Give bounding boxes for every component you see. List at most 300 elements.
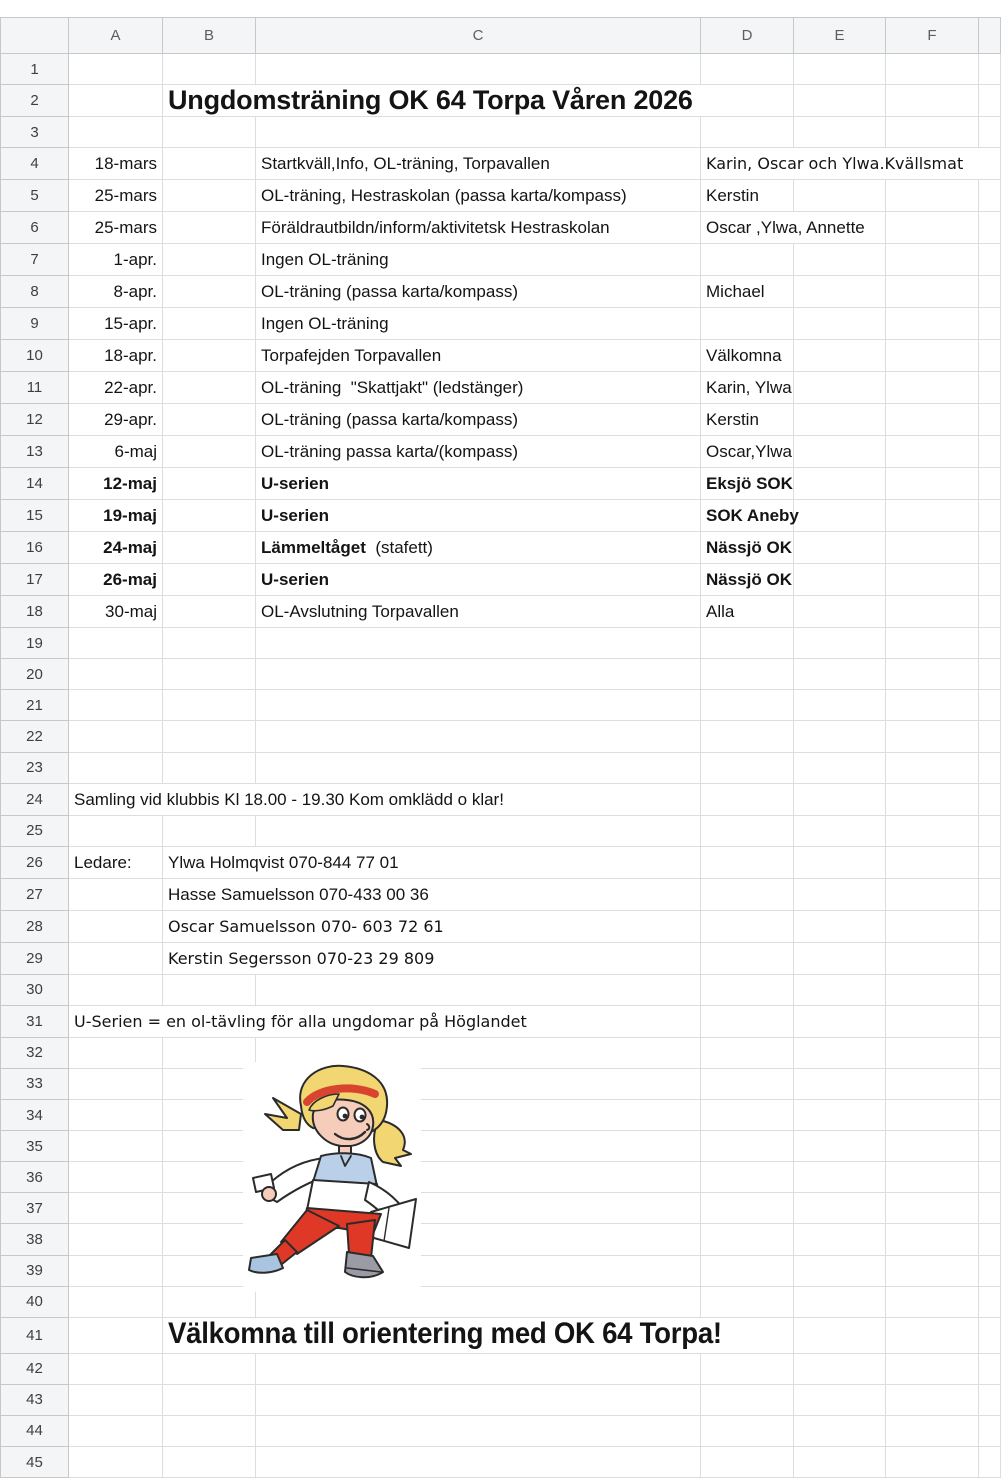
row-header-35[interactable]: 35 <box>1 1131 69 1162</box>
cell-F1[interactable] <box>886 54 979 85</box>
row-header-42[interactable]: 42 <box>1 1353 69 1384</box>
cell-D6[interactable]: Oscar ,Ylwa, Annette <box>701 212 886 244</box>
cell-D43[interactable] <box>701 1384 794 1415</box>
cell-G8[interactable] <box>979 276 1001 308</box>
cell-F31[interactable] <box>886 1005 979 1037</box>
cell-G3[interactable] <box>979 117 1001 148</box>
cell-A31[interactable]: U-Serien = en ol-tävling för alla ungdomar på Höglandet <box>69 1005 701 1037</box>
row-header-44[interactable]: 44 <box>1 1415 69 1446</box>
row-header-9[interactable]: 9 <box>1 308 69 340</box>
column-header-A[interactable]: A <box>69 18 163 54</box>
cell-F12[interactable] <box>886 404 979 436</box>
cell-C23[interactable] <box>256 752 701 783</box>
cell-E35[interactable] <box>794 1131 886 1162</box>
cell-G7[interactable] <box>979 244 1001 276</box>
row-header-8[interactable]: 8 <box>1 276 69 308</box>
cell-F20[interactable] <box>886 659 979 690</box>
cell-F24[interactable] <box>886 783 979 815</box>
cell-F7[interactable] <box>886 244 979 276</box>
row-header-19[interactable]: 19 <box>1 628 69 659</box>
cell-G36[interactable] <box>979 1162 1001 1193</box>
cell-E19[interactable] <box>794 628 886 659</box>
cell-D40[interactable] <box>701 1286 794 1317</box>
cell-A45[interactable] <box>69 1446 163 1477</box>
cell-D10[interactable]: Välkomna <box>701 340 794 372</box>
cell-F44[interactable] <box>886 1415 979 1446</box>
cell-G30[interactable] <box>979 974 1001 1005</box>
row-header-1[interactable]: 1 <box>1 54 69 85</box>
cell-B20[interactable] <box>163 659 256 690</box>
cell-G37[interactable] <box>979 1193 1001 1224</box>
row-header-26[interactable]: 26 <box>1 846 69 878</box>
cell-G32[interactable] <box>979 1037 1001 1068</box>
cell-F43[interactable] <box>886 1384 979 1415</box>
cell-D38[interactable] <box>701 1224 794 1255</box>
cell-B37[interactable] <box>163 1193 256 1224</box>
row-header-41[interactable]: 41 <box>1 1317 69 1353</box>
cell-B10[interactable] <box>163 340 256 372</box>
cell-F32[interactable] <box>886 1037 979 1068</box>
cell-C18[interactable]: OL-Avslutning Torpavallen <box>256 596 701 628</box>
cell-A35[interactable] <box>69 1131 163 1162</box>
cell-B2[interactable]: Ungdomsträning OK 64 Torpa Våren 2026 <box>163 85 794 117</box>
cell-C15[interactable]: U-serien <box>256 500 701 532</box>
cell-D1[interactable] <box>701 54 794 85</box>
cell-A13[interactable]: 6-maj <box>69 436 163 468</box>
cell-C13[interactable]: OL-träning passa karta/(kompass) <box>256 436 701 468</box>
cell-B9[interactable] <box>163 308 256 340</box>
cell-B14[interactable] <box>163 468 256 500</box>
cell-G20[interactable] <box>979 659 1001 690</box>
column-header-C[interactable]: C <box>256 18 701 54</box>
cell-A19[interactable] <box>69 628 163 659</box>
row-header-40[interactable]: 40 <box>1 1286 69 1317</box>
cell-A39[interactable] <box>69 1255 163 1286</box>
cell-D31[interactable] <box>701 1005 794 1037</box>
cell-E25[interactable] <box>794 815 886 846</box>
cell-G1[interactable] <box>979 54 1001 85</box>
cell-D18[interactable]: Alla <box>701 596 794 628</box>
cell-G35[interactable] <box>979 1131 1001 1162</box>
cell-D7[interactable] <box>701 244 794 276</box>
cell-F18[interactable] <box>886 596 979 628</box>
cell-E15[interactable] <box>794 500 886 532</box>
select-all-corner[interactable] <box>1 18 69 54</box>
cell-C10[interactable]: Torpafejden Torpavallen <box>256 340 701 372</box>
row-header-34[interactable]: 34 <box>1 1100 69 1131</box>
cell-A44[interactable] <box>69 1415 163 1446</box>
row-header-12[interactable]: 12 <box>1 404 69 436</box>
cell-F42[interactable] <box>886 1353 979 1384</box>
cell-F38[interactable] <box>886 1224 979 1255</box>
row-header-22[interactable]: 22 <box>1 721 69 752</box>
cell-G26[interactable] <box>979 846 1001 878</box>
cell-G10[interactable] <box>979 340 1001 372</box>
cell-G40[interactable] <box>979 1286 1001 1317</box>
cell-D8[interactable]: Michael <box>701 276 794 308</box>
cell-A41[interactable] <box>69 1317 163 1353</box>
cell-B12[interactable] <box>163 404 256 436</box>
cell-G23[interactable] <box>979 752 1001 783</box>
cell-D19[interactable] <box>701 628 794 659</box>
row-header-18[interactable]: 18 <box>1 596 69 628</box>
cell-E29[interactable] <box>794 942 886 974</box>
cell-B6[interactable] <box>163 212 256 244</box>
cell-D29[interactable] <box>701 942 794 974</box>
cell-G22[interactable] <box>979 721 1001 752</box>
cell-F21[interactable] <box>886 690 979 721</box>
cell-A6[interactable]: 25-mars <box>69 212 163 244</box>
cell-B33[interactable] <box>163 1068 256 1099</box>
cell-C1[interactable] <box>256 54 701 85</box>
row-header-30[interactable]: 30 <box>1 974 69 1005</box>
cell-D20[interactable] <box>701 659 794 690</box>
cell-D45[interactable] <box>701 1446 794 1477</box>
cell-C12[interactable]: OL-träning (passa karta/kompass) <box>256 404 701 436</box>
cell-B18[interactable] <box>163 596 256 628</box>
cell-G17[interactable] <box>979 564 1001 596</box>
cell-C21[interactable] <box>256 690 701 721</box>
cell-A30[interactable] <box>69 974 163 1005</box>
cell-A34[interactable] <box>69 1100 163 1131</box>
cell-E22[interactable] <box>794 721 886 752</box>
cell-C8[interactable]: OL-träning (passa karta/kompass) <box>256 276 701 308</box>
cell-B38[interactable] <box>163 1224 256 1255</box>
cell-D16[interactable]: Nässjö OK <box>701 532 794 564</box>
cell-A14[interactable]: 12-maj <box>69 468 163 500</box>
cell-A23[interactable] <box>69 752 163 783</box>
cell-E7[interactable] <box>794 244 886 276</box>
cell-A28[interactable] <box>69 910 163 942</box>
cell-E18[interactable] <box>794 596 886 628</box>
cell-D14[interactable]: Eksjö SOK <box>701 468 794 500</box>
row-header-4[interactable]: 4 <box>1 148 69 180</box>
cell-D37[interactable] <box>701 1193 794 1224</box>
cell-E10[interactable] <box>794 340 886 372</box>
column-header-B[interactable]: B <box>163 18 256 54</box>
cell-G11[interactable] <box>979 372 1001 404</box>
cell-A3[interactable] <box>69 117 163 148</box>
cell-F14[interactable] <box>886 468 979 500</box>
cell-E32[interactable] <box>794 1037 886 1068</box>
cell-D12[interactable]: Kerstin <box>701 404 794 436</box>
row-header-38[interactable]: 38 <box>1 1224 69 1255</box>
cell-C43[interactable] <box>256 1384 701 1415</box>
cell-F16[interactable] <box>886 532 979 564</box>
cell-D23[interactable] <box>701 752 794 783</box>
cell-A27[interactable] <box>69 878 163 910</box>
cell-F15[interactable] <box>886 500 979 532</box>
row-header-37[interactable]: 37 <box>1 1193 69 1224</box>
cell-D4[interactable]: Karin, Oscar och Ylwa.Kvällsmat <box>701 148 1001 180</box>
cell-F19[interactable] <box>886 628 979 659</box>
cell-G45[interactable] <box>979 1446 1001 1477</box>
cell-G21[interactable] <box>979 690 1001 721</box>
cell-A4[interactable]: 18-mars <box>69 148 163 180</box>
cell-E39[interactable] <box>794 1255 886 1286</box>
cell-D24[interactable] <box>701 783 794 815</box>
cell-E23[interactable] <box>794 752 886 783</box>
cell-A2[interactable] <box>69 85 163 117</box>
cell-F10[interactable] <box>886 340 979 372</box>
cell-E9[interactable] <box>794 308 886 340</box>
cell-F40[interactable] <box>886 1286 979 1317</box>
cell-E45[interactable] <box>794 1446 886 1477</box>
cell-F13[interactable] <box>886 436 979 468</box>
cell-A9[interactable]: 15-apr. <box>69 308 163 340</box>
cell-G15[interactable] <box>979 500 1001 532</box>
cell-E38[interactable] <box>794 1224 886 1255</box>
cell-C30[interactable] <box>256 974 701 1005</box>
row-header-7[interactable]: 7 <box>1 244 69 276</box>
cell-A8[interactable]: 8-apr. <box>69 276 163 308</box>
cell-B22[interactable] <box>163 721 256 752</box>
cell-G18[interactable] <box>979 596 1001 628</box>
cell-D13[interactable]: Oscar,Ylwa <box>701 436 794 468</box>
cell-E13[interactable] <box>794 436 886 468</box>
cell-D27[interactable] <box>701 878 794 910</box>
cell-A43[interactable] <box>69 1384 163 1415</box>
cell-A17[interactable]: 26-maj <box>69 564 163 596</box>
column-header-partial[interactable] <box>979 18 1001 54</box>
cell-E36[interactable] <box>794 1162 886 1193</box>
row-header-17[interactable]: 17 <box>1 564 69 596</box>
cell-C5[interactable]: OL-träning, Hestraskolan (passa karta/kompass) <box>256 180 701 212</box>
cell-B29[interactable]: Kerstin Segersson 070-23 29 809 <box>163 942 701 974</box>
row-header-16[interactable]: 16 <box>1 532 69 564</box>
cell-G44[interactable] <box>979 1415 1001 1446</box>
cell-F28[interactable] <box>886 910 979 942</box>
row-header-20[interactable]: 20 <box>1 659 69 690</box>
cell-A29[interactable] <box>69 942 163 974</box>
cell-G13[interactable] <box>979 436 1001 468</box>
cell-B32[interactable] <box>163 1037 256 1068</box>
row-header-43[interactable]: 43 <box>1 1384 69 1415</box>
cell-F23[interactable] <box>886 752 979 783</box>
cell-G14[interactable] <box>979 468 1001 500</box>
row-header-39[interactable]: 39 <box>1 1255 69 1286</box>
cell-G5[interactable] <box>979 180 1001 212</box>
cell-D5[interactable]: Kerstin <box>701 180 794 212</box>
cell-A37[interactable] <box>69 1193 163 1224</box>
cell-C45[interactable] <box>256 1446 701 1477</box>
cell-A11[interactable]: 22-apr. <box>69 372 163 404</box>
cell-G25[interactable] <box>979 815 1001 846</box>
cell-C7[interactable]: Ingen OL-träning <box>256 244 701 276</box>
row-header-29[interactable]: 29 <box>1 942 69 974</box>
cell-A22[interactable] <box>69 721 163 752</box>
cell-F9[interactable] <box>886 308 979 340</box>
cell-A5[interactable]: 25-mars <box>69 180 163 212</box>
cell-E33[interactable] <box>794 1068 886 1099</box>
cell-B30[interactable] <box>163 974 256 1005</box>
cell-A7[interactable]: 1-apr. <box>69 244 163 276</box>
cell-G6[interactable] <box>979 212 1001 244</box>
cell-B28[interactable]: Oscar Samuelsson 070- 603 72 61 <box>163 910 701 942</box>
cell-G38[interactable] <box>979 1224 1001 1255</box>
cell-B43[interactable] <box>163 1384 256 1415</box>
cell-G33[interactable] <box>979 1068 1001 1099</box>
cell-A12[interactable]: 29-apr. <box>69 404 163 436</box>
cell-E30[interactable] <box>794 974 886 1005</box>
cell-B4[interactable] <box>163 148 256 180</box>
row-header-21[interactable]: 21 <box>1 690 69 721</box>
cell-A16[interactable]: 24-maj <box>69 532 163 564</box>
cell-B8[interactable] <box>163 276 256 308</box>
cell-B27[interactable]: Hasse Samuelsson 070-433 00 36 <box>163 878 701 910</box>
cell-G2[interactable] <box>979 85 1001 117</box>
cell-E31[interactable] <box>794 1005 886 1037</box>
row-header-32[interactable]: 32 <box>1 1037 69 1068</box>
cell-E44[interactable] <box>794 1415 886 1446</box>
cell-G27[interactable] <box>979 878 1001 910</box>
cell-G24[interactable] <box>979 783 1001 815</box>
cell-F26[interactable] <box>886 846 979 878</box>
cell-E3[interactable] <box>794 117 886 148</box>
cell-B35[interactable] <box>163 1131 256 1162</box>
cell-C44[interactable] <box>256 1415 701 1446</box>
cell-G31[interactable] <box>979 1005 1001 1037</box>
cell-B7[interactable] <box>163 244 256 276</box>
cell-E2[interactable] <box>794 85 886 117</box>
cell-F17[interactable] <box>886 564 979 596</box>
cell-A40[interactable] <box>69 1286 163 1317</box>
cell-A24[interactable]: Samling vid klubbis Kl 18.00 - 19.30 Kom omklädd o klar! <box>69 783 701 815</box>
cell-F25[interactable] <box>886 815 979 846</box>
cell-D21[interactable] <box>701 690 794 721</box>
cell-D28[interactable] <box>701 910 794 942</box>
cell-F36[interactable] <box>886 1162 979 1193</box>
cell-E28[interactable] <box>794 910 886 942</box>
cell-D30[interactable] <box>701 974 794 1005</box>
cell-F6[interactable] <box>886 212 979 244</box>
cell-A18[interactable]: 30-maj <box>69 596 163 628</box>
cell-E5[interactable] <box>794 180 886 212</box>
row-header-10[interactable]: 10 <box>1 340 69 372</box>
cell-E12[interactable] <box>794 404 886 436</box>
cell-C22[interactable] <box>256 721 701 752</box>
cell-B26[interactable]: Ylwa Holmqvist 070-844 77 01 <box>163 846 701 878</box>
cell-G41[interactable] <box>979 1317 1001 1353</box>
row-header-13[interactable]: 13 <box>1 436 69 468</box>
cell-B23[interactable] <box>163 752 256 783</box>
cell-F33[interactable] <box>886 1068 979 1099</box>
cell-A42[interactable] <box>69 1353 163 1384</box>
cell-B5[interactable] <box>163 180 256 212</box>
cell-B40[interactable] <box>163 1286 256 1317</box>
cell-C9[interactable]: Ingen OL-träning <box>256 308 701 340</box>
cell-C11[interactable]: OL-träning "Skattjakt" (ledstänger) <box>256 372 701 404</box>
cell-B1[interactable] <box>163 54 256 85</box>
cell-F41[interactable] <box>886 1317 979 1353</box>
cell-F34[interactable] <box>886 1100 979 1131</box>
cell-D34[interactable] <box>701 1100 794 1131</box>
cell-E1[interactable] <box>794 54 886 85</box>
cell-E21[interactable] <box>794 690 886 721</box>
cell-G39[interactable] <box>979 1255 1001 1286</box>
cell-A26[interactable]: Ledare: <box>69 846 163 878</box>
cell-D17[interactable]: Nässjö OK <box>701 564 794 596</box>
cell-D33[interactable] <box>701 1068 794 1099</box>
cell-B41[interactable] <box>163 1317 794 1353</box>
column-header-E[interactable]: E <box>794 18 886 54</box>
cell-B25[interactable] <box>163 815 256 846</box>
cell-A21[interactable] <box>69 690 163 721</box>
cell-E37[interactable] <box>794 1193 886 1224</box>
cell-B34[interactable] <box>163 1100 256 1131</box>
row-header-2[interactable]: 2 <box>1 85 69 117</box>
cell-B21[interactable] <box>163 690 256 721</box>
cell-D44[interactable] <box>701 1415 794 1446</box>
cell-B11[interactable] <box>163 372 256 404</box>
cell-B42[interactable] <box>163 1353 256 1384</box>
cell-G43[interactable] <box>979 1384 1001 1415</box>
cell-D15[interactable]: SOK Aneby <box>701 500 794 532</box>
cell-D9[interactable] <box>701 308 794 340</box>
cell-G12[interactable] <box>979 404 1001 436</box>
row-header-14[interactable]: 14 <box>1 468 69 500</box>
cell-B44[interactable] <box>163 1415 256 1446</box>
cell-C19[interactable] <box>256 628 701 659</box>
cell-B17[interactable] <box>163 564 256 596</box>
cell-E34[interactable] <box>794 1100 886 1131</box>
row-header-31[interactable]: 31 <box>1 1005 69 1037</box>
cell-A10[interactable]: 18-apr. <box>69 340 163 372</box>
cell-F22[interactable] <box>886 721 979 752</box>
cell-D36[interactable] <box>701 1162 794 1193</box>
cell-D35[interactable] <box>701 1131 794 1162</box>
cell-E41[interactable] <box>794 1317 886 1353</box>
row-header-45[interactable]: 45 <box>1 1446 69 1477</box>
column-header-D[interactable]: D <box>701 18 794 54</box>
row-header-6[interactable]: 6 <box>1 212 69 244</box>
cell-E17[interactable] <box>794 564 886 596</box>
cell-D11[interactable]: Karin, Ylwa <box>701 372 794 404</box>
cell-B15[interactable] <box>163 500 256 532</box>
cell-B36[interactable] <box>163 1162 256 1193</box>
cell-F35[interactable] <box>886 1131 979 1162</box>
cell-F27[interactable] <box>886 878 979 910</box>
row-header-33[interactable]: 33 <box>1 1068 69 1099</box>
cell-B39[interactable] <box>163 1255 256 1286</box>
row-header-11[interactable]: 11 <box>1 372 69 404</box>
cell-C16[interactable] <box>256 532 701 564</box>
cell-A1[interactable] <box>69 54 163 85</box>
cell-C4[interactable]: Startkväll,Info, OL-träning, Torpavallen <box>256 148 701 180</box>
row-header-5[interactable]: 5 <box>1 180 69 212</box>
cell-F3[interactable] <box>886 117 979 148</box>
cell-F30[interactable] <box>886 974 979 1005</box>
cell-B16[interactable] <box>163 532 256 564</box>
row-header-24[interactable]: 24 <box>1 783 69 815</box>
cell-D39[interactable] <box>701 1255 794 1286</box>
cell-G9[interactable] <box>979 308 1001 340</box>
cell-F5[interactable] <box>886 180 979 212</box>
cell-E27[interactable] <box>794 878 886 910</box>
cell-C3[interactable] <box>256 117 701 148</box>
row-header-23[interactable]: 23 <box>1 752 69 783</box>
cell-E26[interactable] <box>794 846 886 878</box>
cell-D26[interactable] <box>701 846 794 878</box>
cell-F39[interactable] <box>886 1255 979 1286</box>
cell-A32[interactable] <box>69 1037 163 1068</box>
cell-E43[interactable] <box>794 1384 886 1415</box>
cell-E24[interactable] <box>794 783 886 815</box>
row-header-3[interactable]: 3 <box>1 117 69 148</box>
cell-D25[interactable] <box>701 815 794 846</box>
cell-F37[interactable] <box>886 1193 979 1224</box>
cell-B19[interactable] <box>163 628 256 659</box>
